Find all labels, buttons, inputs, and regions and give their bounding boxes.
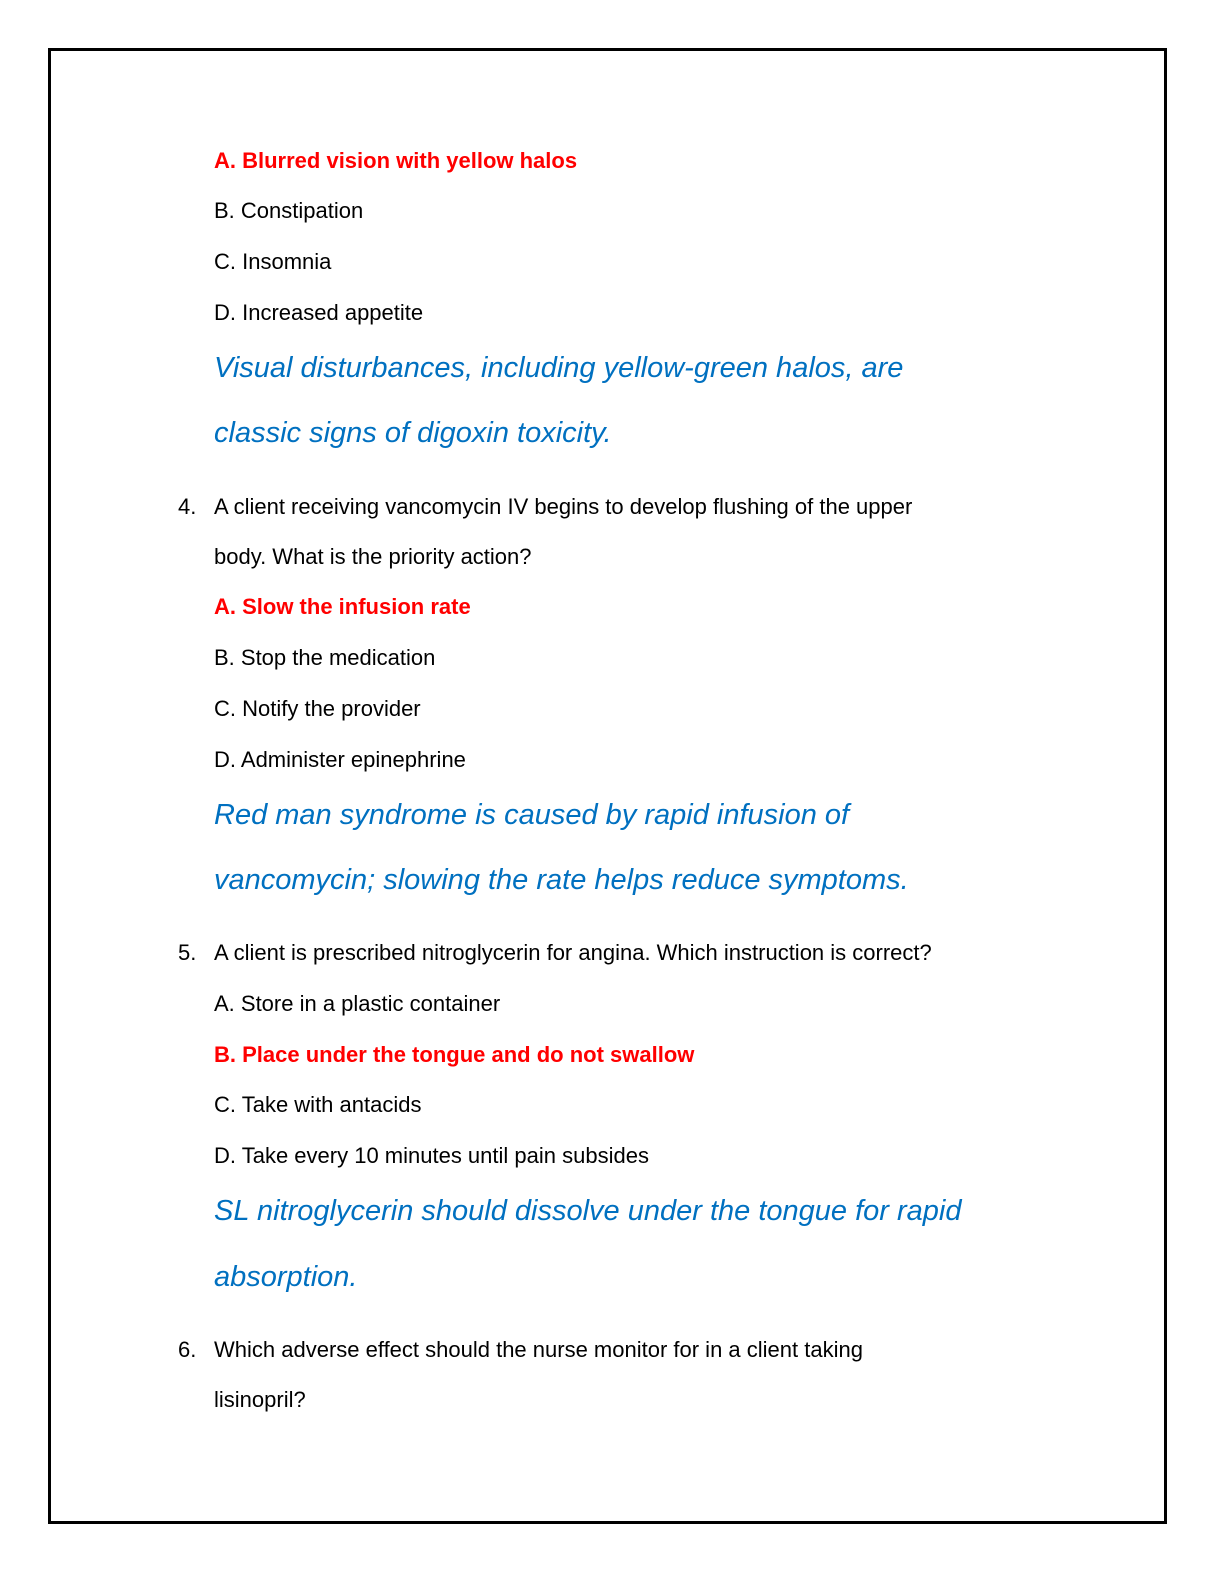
question-stem: A client receiving vancomycin IV begins to develop flushing of the upper — [214, 494, 913, 519]
rationale: classic signs of digoxin toxicity. — [214, 417, 612, 449]
option: D. Increased appetite — [214, 300, 424, 325]
option: B. Constipation — [214, 198, 364, 223]
option: D. Take every 10 minutes until pain subsides — [214, 1143, 649, 1168]
question-number: 4. — [178, 494, 197, 519]
rationale: SL nitroglycerin should dissolve under the tongue for rapid — [214, 1195, 962, 1227]
question-stem: A client is prescribed nitroglycerin for angina. Which instruction is correct? — [214, 940, 932, 965]
question-stem: lisinopril? — [214, 1387, 306, 1412]
option: C. Notify the provider — [214, 696, 421, 721]
rationale: Red man syndrome is caused by rapid infusion of — [214, 799, 850, 831]
rationale: absorption. — [214, 1261, 358, 1293]
option-correct: A. Slow the infusion rate — [214, 594, 471, 619]
question-stem: body. What is the priority action? — [214, 544, 532, 569]
option: B. Stop the medication — [214, 645, 436, 670]
option: C. Insomnia — [214, 249, 332, 274]
rationale: Visual disturbances, including yellow-green halos, are — [214, 352, 904, 384]
option: C. Take with antacids — [214, 1092, 422, 1117]
question-number: 6. — [178, 1337, 197, 1362]
option-correct: B. Place under the tongue and do not swallow — [214, 1042, 695, 1067]
option: D. Administer epinephrine — [214, 747, 466, 772]
question-number: 5. — [178, 940, 197, 965]
option-correct: A. Blurred vision with yellow halos — [214, 148, 578, 173]
question-stem: Which adverse effect should the nurse monitor for in a client taking — [214, 1337, 863, 1362]
option: A. Store in a plastic container — [214, 991, 501, 1016]
rationale: vancomycin; slowing the rate helps reduce symptoms. — [214, 864, 909, 896]
